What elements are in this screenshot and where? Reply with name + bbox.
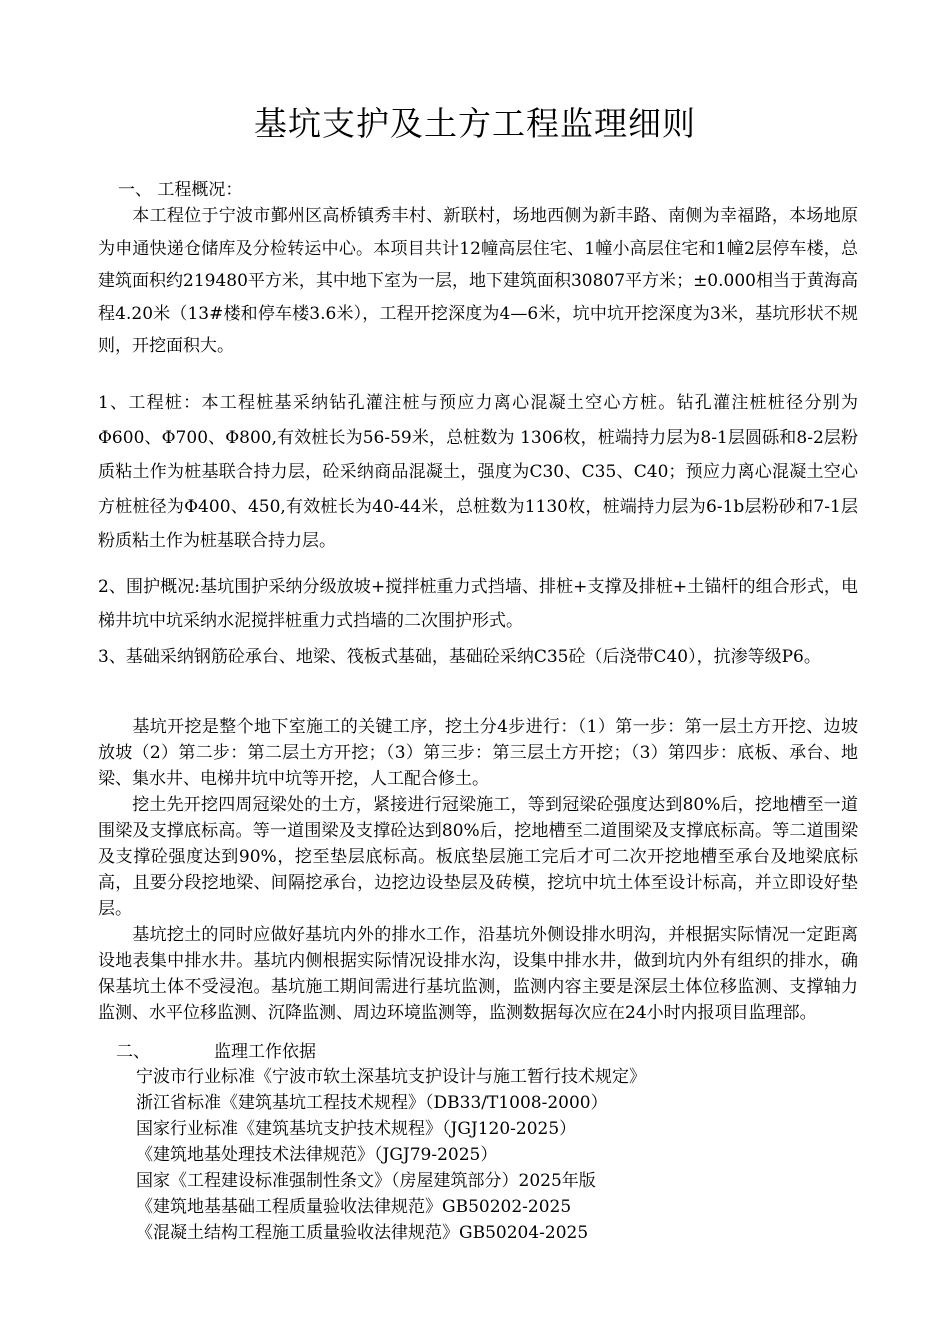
reference-item: 浙江省标准《建筑基坑工程技术规程》（DB33/T1008-2000） (136, 1093, 608, 1113)
excavation-text: 基坑开挖是整个地下室施工的关键工序，挖土分4步进行：（1）第一步：第一层土方开挖、边坡放坡（2）第二步：第二层土方开挖；（3）第三步：第三层土方开挖；（3）第四步：底板、承台、地梁、集水井、电梯井坑中坑等开挖，人工配合修土。 (98, 717, 858, 789)
item-1-paragraph: 1、工程桩：本工程桩基采纳钻孔灌注桩与预应力离心混凝土空心方桩。钻孔灌注桩桩径分别为Φ600、Φ700、Φ800,有效桩长为56-59米，总桩数为 1306枚，桩端持力层为8-1层圆砾和8-2层粉质粘土作为桩基联合持力层，砼采纳商品混凝土，强度为C30、C35、C40；预应力离心混凝土空心方桩桩径为Φ400、450,有效桩长为40-44米，总桩数为1130枚，桩端持力层为6-1b层粉砂和7-1层粉质粘土作为桩基联合持力层。 (98, 393, 858, 551)
item-3-paragraph: 3、基础采纳钢筋砼承台、地梁、筏板式基础，基础砼采纳C35砼（后浇带C40），抗渗等级P6。 (98, 647, 821, 667)
drainage-text: 基坑挖土的同时应做好基坑内外的排水工作，沿基坑外侧设排水明沟，并根据实际情况一定距离设地表集中排水井。基坑内侧根据实际情况设排水沟，设集中排水井，做到坑内外有组织的排水，确保基坑土体不受浸泡。基坑施工期间需进行基坑监测，监测内容主要是深层土体位移监测、支撑轴力监测、水平位移监测、沉降监测、周边环境监测等，监测数据每次应在24小时内报项目监理部。 (98, 925, 858, 1023)
section-1-heading: 一、 工程概况： (118, 180, 243, 200)
drainage-paragraph (98, 922, 858, 1026)
reference-item: 《建筑地基处理技术法律规范》（JGJ79-2025） (136, 1145, 498, 1165)
section-2-title: 监理工作依据 (214, 1042, 316, 1062)
document-title: 基坑支护及土方工程监理细则 (254, 104, 696, 143)
reference-item: 《建筑地基基础工程质量验收法律规范》GB50202-2025 (136, 1197, 572, 1217)
excavation-paragraph (98, 714, 858, 792)
section-2-number: 二、 (116, 1042, 150, 1062)
reference-item: 国家《工程建设标准强制性条文》（房屋建筑部分）2025年版 (136, 1171, 596, 1191)
overview-text: 本工程位于宁波市鄞州区高桥镇秀丰村、新联村，场地西侧为新丰路、南侧为幸福路，本场地原为申通快递仓储库及分检转运中心。本项目共计12幢高层住宅、1幢小高层住宅和1幢2层停车楼，总建筑面积约219480平方米，其中地下室为一层，地下建筑面积30807平方米；±0.000相当于黄海高程4.20米（13#楼和停车楼3.6米），工程开挖深度为4—6米，坑中坑开挖深度为3米，基坑形状不规则，开挖面积大。 (98, 206, 858, 356)
sequence-paragraph (98, 792, 858, 922)
reference-list (136, 1064, 646, 1246)
item-2-paragraph: 2、围护概况:基坑围护采纳分级放坡+搅拌桩重力式挡墙、排桩+支撑及排桩+土锚杆的组合形式，电梯井坑中坑采纳水泥搅拌桩重力式挡墙的二次围护形式。 (98, 577, 858, 631)
reference-item: 宁波市行业标准《宁波市软土深基坑支护设计与施工暂行技术规定》 (136, 1067, 646, 1087)
overview-paragraph (98, 200, 858, 363)
reference-item: 国家行业标准《建筑基坑支护技术规程》（JGJ120-2025） (136, 1119, 577, 1139)
sequence-text: 挖土先开挖四周冠梁处的土方，紧接进行冠梁施工，等到冠梁砼强度达到80%后，挖地槽至一道围梁及支撑底标高。等一道围梁及支撑砼达到80%后，挖地槽至二道围梁及支撑底标高。等二道围梁及支撑砼强度达到90%，挖至垫层底标高。板底垫层施工完后才可二次开挖地槽至承台及地梁底标高，且要分段挖地梁、间隔挖承台，边挖边设垫层及砖模，挖坑中坑土体至设计标高，并立即设好垫层。 (98, 795, 858, 919)
reference-item: 《混凝土结构工程施工质量验收法律规范》GB50204-2025 (136, 1223, 589, 1243)
